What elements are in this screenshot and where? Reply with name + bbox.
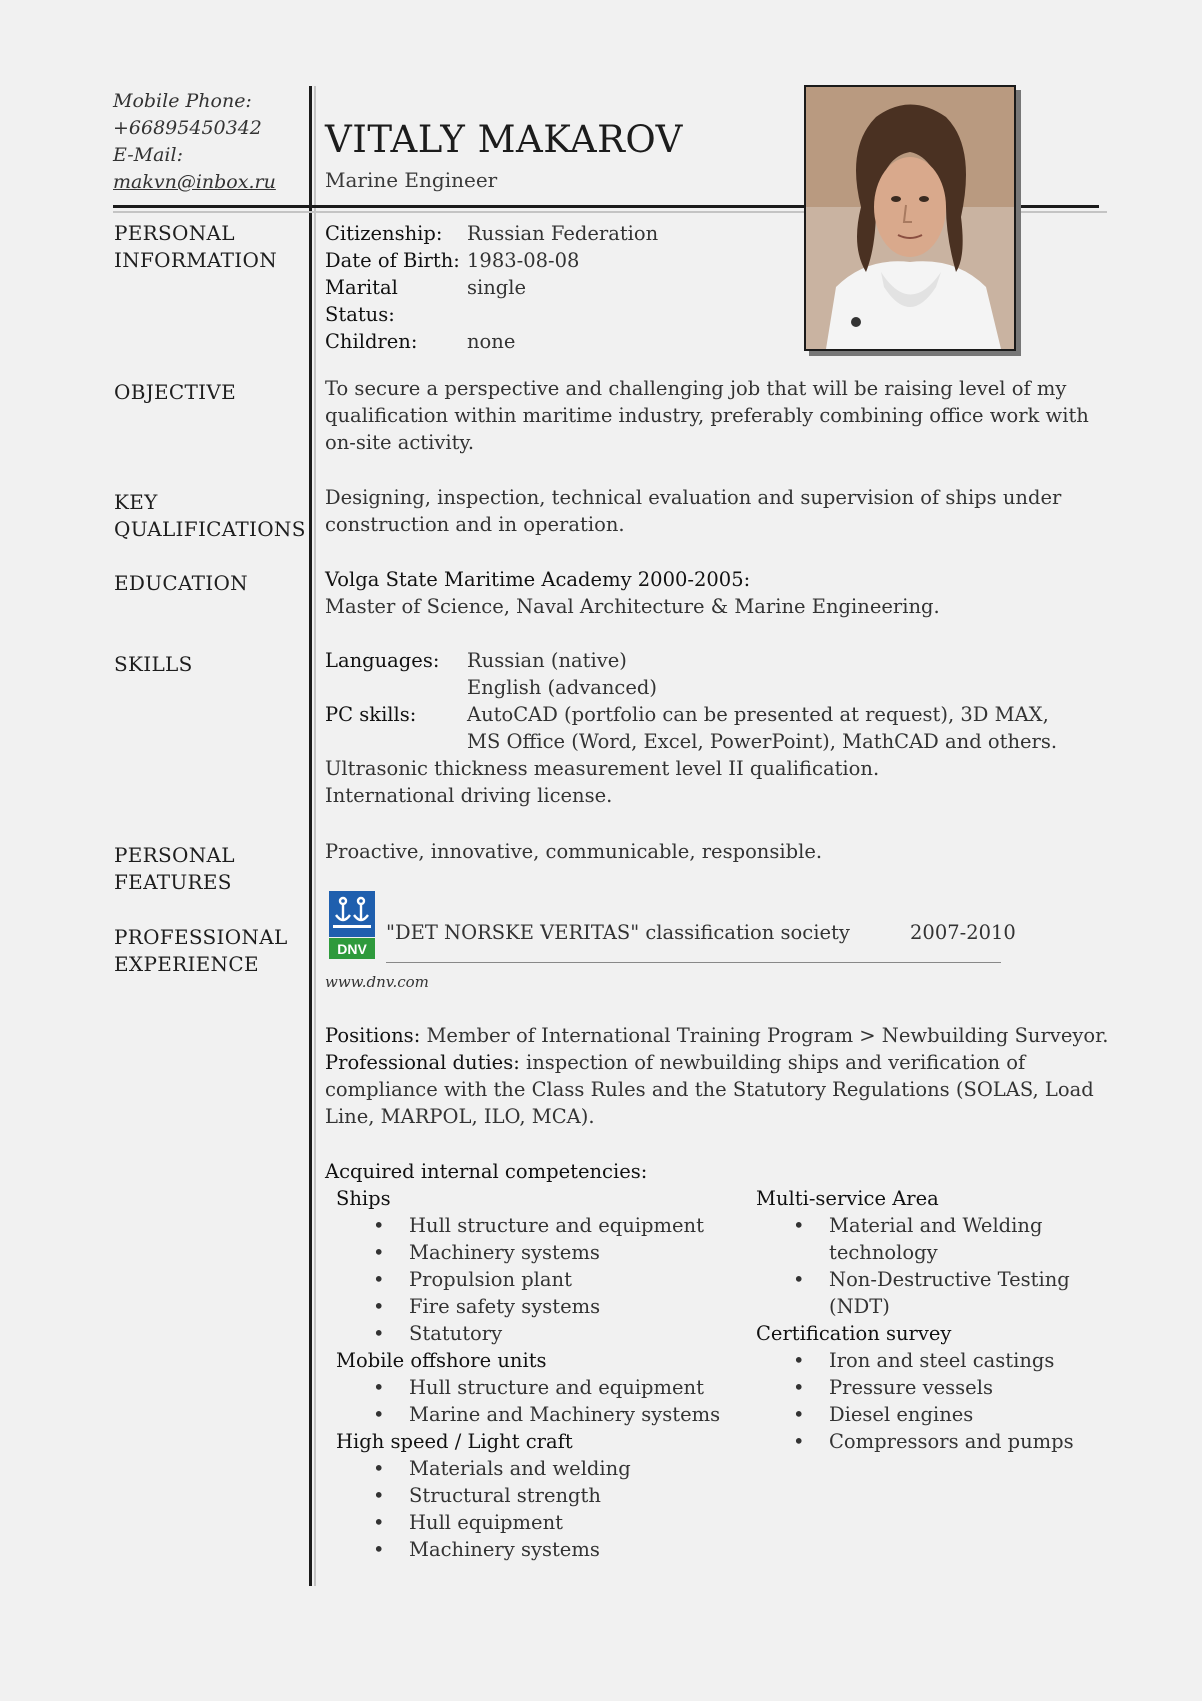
list-item <box>373 1374 736 1401</box>
list-item <box>373 1401 736 1428</box>
languages-key: Languages: <box>325 649 440 672</box>
bullet: • <box>793 1376 805 1399</box>
list-item <box>793 1212 1116 1239</box>
bullet: • <box>793 1268 805 1291</box>
list-item-text: Propulsion plant <box>409 1268 572 1291</box>
skills-block <box>325 647 1115 809</box>
list-item-text: Structural strength <box>409 1484 601 1507</box>
list-item <box>373 1509 736 1536</box>
section-label-experience <box>114 924 288 978</box>
pc-skills-2: MS Office (Word, Excel, PowerPoint), MathCAD and others. <box>467 730 1058 753</box>
pc-skills-1: AutoCAD (portfolio can be presented at request), 3D MAX, <box>467 703 1049 726</box>
company-url[interactable]: www.dnv.com <box>325 973 429 991</box>
section-label-line: QUALIFICATIONS <box>114 517 306 541</box>
marital-value: single <box>467 276 527 299</box>
citizenship-value: Russian Federation <box>467 222 659 245</box>
duties-line <box>325 1049 1125 1076</box>
competency-group-title: Certification survey <box>756 1322 952 1345</box>
list-item <box>373 1293 736 1320</box>
list-item-text: Material and Welding <box>829 1214 1043 1237</box>
list-item-text: Machinery systems <box>409 1538 600 1561</box>
vertical-divider-shadow <box>314 86 316 1586</box>
employment-years: 2007-2010 <box>910 921 1016 944</box>
dob-key: Date of Birth: <box>325 249 460 272</box>
list-item <box>373 1455 736 1482</box>
dnv-logo <box>329 891 375 959</box>
dob-row <box>325 247 785 274</box>
list-item <box>373 1239 736 1266</box>
list-item-continuation <box>829 1239 1116 1266</box>
competencies-title: Acquired internal competencies: <box>325 1160 648 1183</box>
positions-line <box>325 1022 1125 1049</box>
list-item-text: Hull structure and equipment <box>409 1376 704 1399</box>
list-item <box>793 1428 1116 1455</box>
list-item-text: Fire safety systems <box>409 1295 601 1318</box>
language-2: English (advanced) <box>467 676 657 699</box>
competency-group-title: Multi-service Area <box>756 1187 939 1210</box>
list-item-text: Hull structure and equipment <box>409 1214 704 1237</box>
bullet: • <box>373 1511 385 1534</box>
key-qualifications-text <box>325 484 1105 538</box>
competencies-right-column <box>756 1185 1116 1455</box>
children-value: none <box>467 330 516 353</box>
list-item <box>793 1347 1116 1374</box>
list-item-text: Machinery systems <box>409 1241 600 1264</box>
company-underline <box>386 962 1001 963</box>
experience-details <box>325 1022 1125 1130</box>
list-item-text: Non-Destructive Testing <box>829 1268 1070 1291</box>
list-item-text: Diesel engines <box>829 1403 974 1426</box>
company-name: "DET NORSKE VERITAS" classification society <box>386 921 850 944</box>
list-item-text: Marine and Machinery systems <box>409 1403 721 1426</box>
profile-photo <box>804 85 1016 351</box>
key-line: Designing, inspection, technical evaluation and supervision of ships under <box>325 486 1062 509</box>
bullet: • <box>373 1376 385 1399</box>
languages-row <box>325 647 1115 674</box>
list-item <box>793 1374 1116 1401</box>
spacer <box>325 674 467 701</box>
skill-extra-1: Ultrasonic thickness measurement level II qualification. <box>325 757 880 780</box>
section-label-line: PERSONAL <box>114 221 235 245</box>
key-line: construction and in operation. <box>325 513 625 536</box>
spacer <box>325 728 467 755</box>
multi-service-list <box>793 1212 1116 1320</box>
competency-group-title: Mobile offshore units <box>336 1349 547 1372</box>
citizenship-row <box>325 220 785 247</box>
skill-extra-2: International driving license. <box>325 784 613 807</box>
pc-skills-row <box>325 701 1115 728</box>
section-label-skills: SKILLS <box>114 652 193 676</box>
education-school: Volga State Maritime Academy 2000-2005: <box>325 568 751 591</box>
candidate-title: Marine Engineer <box>325 168 498 192</box>
duties-line-3: Line, MARPOL, ILO, MCA). <box>325 1105 595 1128</box>
list-item <box>793 1266 1116 1293</box>
section-label-line: EXPERIENCE <box>114 952 259 976</box>
phone-number: +66895450342 <box>113 117 262 139</box>
section-label-line: KEY <box>114 490 158 514</box>
bullet: • <box>373 1322 385 1345</box>
dob-value: 1983-08-08 <box>467 249 580 272</box>
section-label-line: PERSONAL <box>114 843 235 867</box>
list-item <box>373 1320 736 1347</box>
bullet: • <box>793 1349 805 1372</box>
certification-list <box>793 1347 1116 1455</box>
section-label-personal <box>114 220 277 274</box>
competency-group-title: High speed / Light craft <box>336 1430 573 1453</box>
pc-skills-row-2 <box>325 728 1115 755</box>
bullet: • <box>373 1403 385 1426</box>
section-label-line: PROFESSIONAL <box>114 925 288 949</box>
languages-row-2 <box>325 674 1115 701</box>
bullet: • <box>793 1214 805 1237</box>
phone-label: Mobile Phone: <box>113 90 252 112</box>
list-item-text: Statutory <box>409 1322 503 1345</box>
duties-line-2: compliance with the Class Rules and the Statutory Regulations (SOLAS, Load <box>325 1078 1094 1101</box>
bullet: • <box>793 1403 805 1426</box>
children-key: Children: <box>325 330 418 353</box>
list-item <box>793 1401 1116 1428</box>
pc-skills-key: PC skills: <box>325 703 417 726</box>
objective-text <box>325 375 1105 456</box>
section-label-education: EDUCATION <box>114 571 248 595</box>
list-item-text: Hull equipment <box>409 1511 563 1534</box>
marital-row <box>325 274 785 328</box>
bullet: • <box>373 1214 385 1237</box>
bullet: • <box>793 1430 805 1453</box>
bullet: • <box>373 1295 385 1318</box>
competency-group-title: Ships <box>336 1187 391 1210</box>
contact-block <box>113 88 276 196</box>
ships-list <box>373 1212 736 1347</box>
competencies-left-column <box>336 1185 736 1563</box>
personal-info <box>325 220 785 355</box>
section-label-line: INFORMATION <box>114 248 277 272</box>
list-item <box>373 1482 736 1509</box>
children-row <box>325 328 785 355</box>
education-text <box>325 566 1105 620</box>
offshore-list <box>373 1374 736 1428</box>
bullet: • <box>373 1538 385 1561</box>
highspeed-list <box>373 1455 736 1563</box>
vertical-divider <box>309 86 312 1586</box>
list-item <box>373 1212 736 1239</box>
list-item-text: Iron and steel castings <box>829 1349 1055 1372</box>
list-item-text: (NDT) <box>829 1295 890 1318</box>
list-item-text: Pressure vessels <box>829 1376 993 1399</box>
positions-key: Positions: <box>325 1024 421 1047</box>
portrait-illustration <box>806 87 1014 349</box>
duties-value: inspection of newbuilding ships and verification of <box>519 1051 1026 1074</box>
section-label-objective: OBJECTIVE <box>114 380 236 404</box>
list-item-text: technology <box>829 1241 938 1264</box>
bullet: • <box>373 1241 385 1264</box>
objective-line: qualification within maritime industry, preferably combining office work with <box>325 404 1089 427</box>
objective-line: on-site activity. <box>325 431 475 454</box>
features-text: Proactive, innovative, communicable, responsible. <box>325 840 823 863</box>
positions-value: Member of International Training Program > Newbuilding Surveyor. <box>420 1024 1109 1047</box>
list-item <box>373 1536 736 1563</box>
list-item-text: Materials and welding <box>409 1457 631 1480</box>
section-label-line: FEATURES <box>114 870 232 894</box>
list-item-text: Compressors and pumps <box>829 1430 1074 1453</box>
duties-key: Professional duties: <box>325 1051 520 1074</box>
bullet: • <box>373 1457 385 1480</box>
citizenship-key: Citizenship: <box>325 222 443 245</box>
section-label-features <box>114 842 235 896</box>
bullet: • <box>373 1268 385 1291</box>
dnv-logo-text: DNV <box>337 941 367 957</box>
dnv-logo-graphic <box>329 891 375 959</box>
email-link[interactable]: makvn@inbox.ru <box>113 171 276 193</box>
objective-line: To secure a perspective and challenging job that will be raising level of my <box>325 377 1067 400</box>
bullet: • <box>373 1484 385 1507</box>
language-1: Russian (native) <box>467 649 627 672</box>
section-label-key-qualifications <box>114 489 306 543</box>
email-label: E-Mail: <box>113 144 183 166</box>
candidate-name: VITALY MAKAROV <box>325 118 683 161</box>
marital-key: Marital Status: <box>325 276 398 326</box>
education-degree: Master of Science, Naval Architecture & Marine Engineering. <box>325 595 940 618</box>
list-item-continuation <box>829 1293 1116 1320</box>
list-item <box>373 1266 736 1293</box>
